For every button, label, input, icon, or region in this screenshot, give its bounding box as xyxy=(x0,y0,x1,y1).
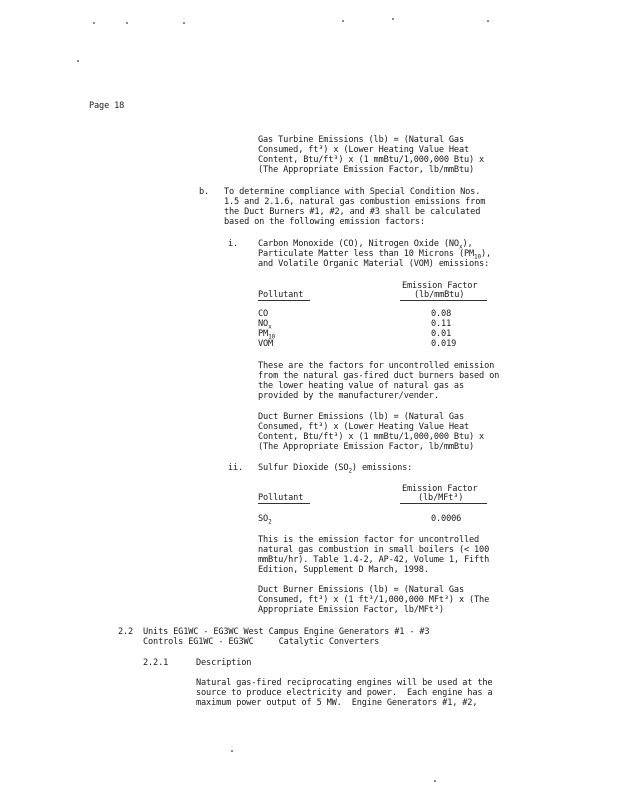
item-i-line: Carbon Monoxide (CO), Nitrogen Oxide $(NO_x)$, xyxy=(258,239,473,251)
paragraph-line: based on the following emission factors: xyxy=(224,217,425,227)
formula-line: Consumed, ft³) x (Lower Heating Value Heat xyxy=(258,422,470,432)
paragraph-line: To determine compliance with Special Condition Nos. xyxy=(224,187,481,197)
paragraph-line: source to produce electricity and power. Each engine has a xyxy=(196,688,493,698)
item-i-marker: i. xyxy=(228,239,239,249)
paragraph-line: 1.5 and 2.1.6, natural gas combustion emissions from xyxy=(224,197,486,207)
table-header-factor: Emission Factor xyxy=(402,281,478,291)
scan-speck xyxy=(183,22,185,24)
paragraph-line: This is the emission factor for uncontrolled xyxy=(258,535,480,545)
paragraph-line: the lower heating value of natural gas as xyxy=(258,381,464,391)
scan-speck xyxy=(342,20,344,22)
table-cell-pollutant: VOM xyxy=(258,339,274,349)
item-i-line: and Volatile Organic Material (VOM) emissions: xyxy=(258,259,490,269)
paragraph-line: mmBtu/hr). Table 1.4-2, AP-42, Volume 1, Fifth xyxy=(258,555,490,565)
page-number: Page 18 xyxy=(89,101,125,111)
subsection-title: Description xyxy=(196,658,252,668)
paragraph-line: maximum power output of 5 MW. Engine Generators #1, #2, xyxy=(196,698,478,708)
table-cell-factor: 0.11 xyxy=(431,319,452,329)
table-header-pollutant: Pollutant xyxy=(258,290,304,300)
formula-line: Content, Btu/ft³) x (1 mmBtu/1,000,000 Btu) x xyxy=(258,155,485,165)
scan-speck xyxy=(77,60,79,62)
formula-line: Consumed, ft³) x (1 ft³/1,000,000 MFt³) x (The xyxy=(258,595,490,605)
item-b-marker: b. xyxy=(199,187,210,197)
section-number: 2.2 xyxy=(118,627,134,637)
table-cell-factor: 0.019 xyxy=(431,339,457,349)
table-header-rule xyxy=(258,503,310,504)
scan-speck xyxy=(392,18,394,20)
subsection-number: 2.2.1 xyxy=(143,658,169,668)
formula-line: Gas Turbine Emissions (lb) = (Natural Gas xyxy=(258,135,464,145)
section-heading: Units EG1WC - EG3WC West Campus Engine Generators #1 - #3 xyxy=(143,627,430,637)
formula-line: (The Appropriate Emission Factor, lb/mmBtu) xyxy=(258,165,475,175)
formula-line: Appropriate Emission Factor, lb/MFt³) xyxy=(258,605,444,615)
paragraph-line: Natural gas-fired reciprocating engines will be used at the xyxy=(196,678,493,688)
section-heading: Controls EG1WC - EG3WC Catalytic Converters xyxy=(143,637,380,647)
paragraph-line: provided by the manufacturer/vender. xyxy=(258,391,439,401)
paragraph-line: natural gas combustion in small boilers (< 100 xyxy=(258,545,490,555)
formula-line: Content, Btu/ft³) x (1 mmBtu/1,000,000 Btu) x xyxy=(258,432,485,442)
scan-speck xyxy=(487,20,489,22)
formula-line: (The Appropriate Emission Factor, lb/mmBtu) xyxy=(258,442,475,452)
paragraph-line: These are the factors for uncontrolled emission xyxy=(258,361,495,371)
table-header-pollutant: Pollutant xyxy=(258,493,304,503)
table-header-factor: Emission Factor xyxy=(402,484,478,494)
formula-line: Duct Burner Emissions (lb) = (Natural Gas xyxy=(258,585,464,595)
paragraph-line: Edition, Supplement D March, 1998. xyxy=(258,565,429,575)
table-cell-factor: 0.01 xyxy=(431,329,452,339)
item-ii-marker: ii. xyxy=(228,463,244,473)
table-header-rule xyxy=(400,503,487,504)
table-cell-pollutant: $SO_2$ xyxy=(258,514,272,526)
table-cell-pollutant: $NO_x$ xyxy=(258,319,272,331)
scan-speck xyxy=(93,22,95,24)
paragraph-line: the Duct Burners #1, #2, and #3 shall be calculated xyxy=(224,207,481,217)
paragraph-line: from the natural gas-fired duct burners based on xyxy=(258,371,500,381)
formula-line: Consumed, ft³) x (Lower Heating Value Heat xyxy=(258,145,470,155)
formula-line: Duct Burner Emissions (lb) = (Natural Gas xyxy=(258,412,464,422)
table-header-rule xyxy=(400,300,487,301)
table-cell-pollutant: $PM_{10}$ xyxy=(258,329,275,341)
table-header-units: (lb/MFt³) xyxy=(418,493,464,503)
item-ii-heading: Sulfur Dioxide $(SO_2)$ emissions: xyxy=(258,463,413,475)
table-cell-pollutant: CO xyxy=(258,309,269,319)
scan-speck xyxy=(126,22,128,24)
table-header-rule xyxy=(258,300,310,301)
scan-speck xyxy=(231,750,233,752)
scan-speck xyxy=(434,780,436,782)
item-i-line: Particulate Matter less than 10 Microns $(PM_{10})$, xyxy=(258,249,492,261)
table-cell-factor: 0.08 xyxy=(431,309,452,319)
table-header-units: (lb/mmBtu) xyxy=(414,290,465,300)
table-cell-factor: 0.0006 xyxy=(431,514,462,524)
